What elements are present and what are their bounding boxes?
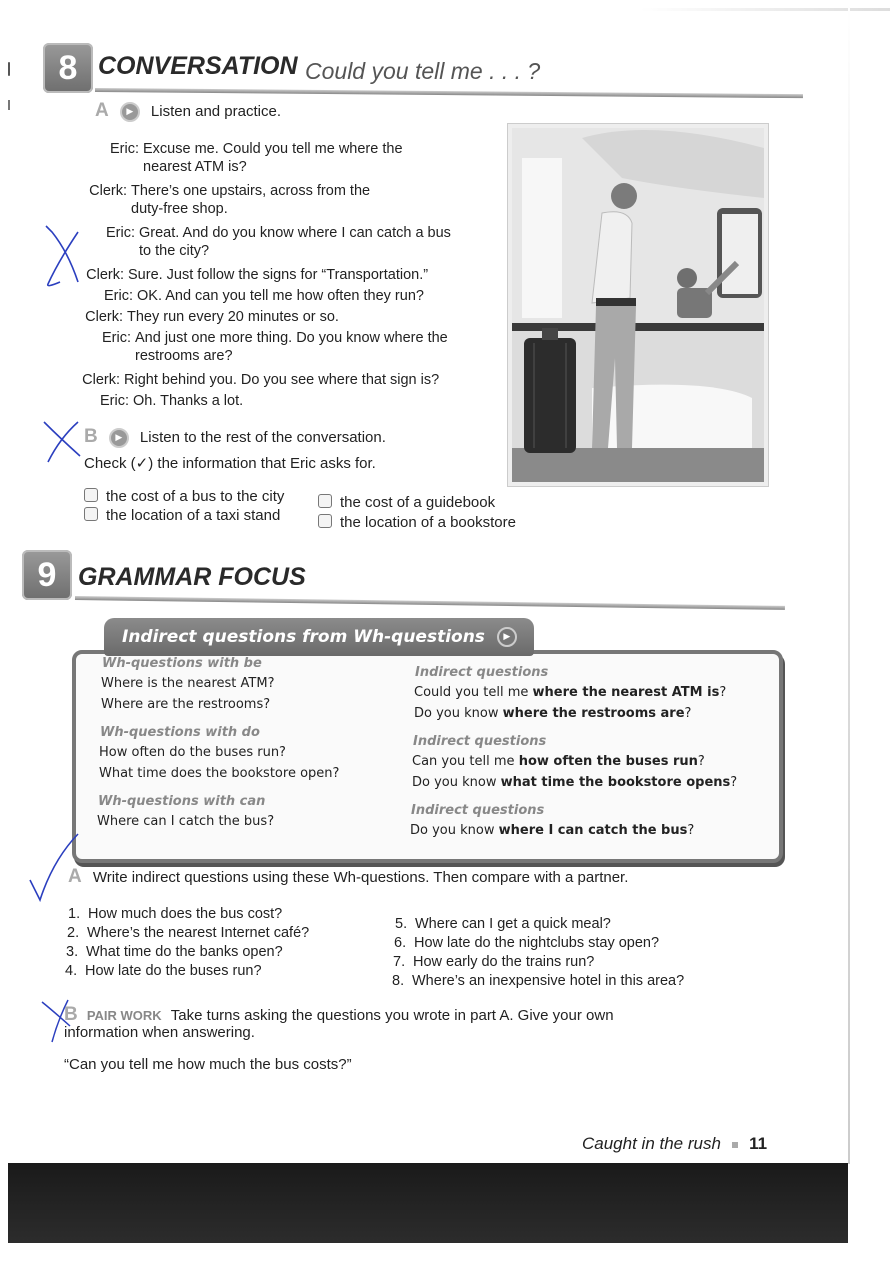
dialogue-text: restrooms are? — [135, 348, 233, 364]
speaker: Eric: — [104, 288, 133, 304]
exercise-a-heading — [68, 866, 628, 888]
question-text: How early do the trains run? — [413, 954, 595, 970]
dialogue-text: OK. And can you tell me how often they run? — [137, 288, 424, 304]
dialogue-line — [87, 329, 448, 364]
question-frame: ? — [687, 823, 695, 838]
question-number: 6. — [394, 935, 407, 951]
example-question: “Can you tell me how much the bus costs?” — [64, 1056, 352, 1073]
page-number: 11 — [749, 1134, 768, 1153]
indirect-question — [414, 683, 726, 702]
question-number: 1. — [68, 906, 81, 922]
question-text: Where can I get a quick meal? — [415, 916, 611, 932]
question-number: 2. — [67, 925, 80, 941]
scan-mark — [8, 62, 10, 76]
unit-title: Caught in the rush — [582, 1134, 721, 1153]
indirect-question — [414, 704, 691, 723]
indirect-question — [412, 773, 737, 792]
handwritten-x-mark — [40, 418, 85, 468]
scanner-shadow — [8, 1163, 848, 1243]
question-item — [395, 915, 611, 933]
grammar-right-heading: Indirect questions — [415, 665, 549, 680]
grammar-box-title-text: Indirect questions from Wh-questions — [122, 627, 485, 647]
page-right-edge — [848, 0, 850, 1164]
speaker: Eric: — [100, 393, 129, 409]
part-b-instruction-2: Check (✓) the information that Eric asks for. — [84, 455, 376, 472]
part-b-heading — [84, 426, 386, 448]
question-number: 7. — [393, 954, 406, 970]
speaker: Eric: — [102, 330, 131, 346]
dialogue-text: to the city? — [139, 243, 210, 259]
question-frame: Do you know — [414, 706, 503, 721]
grammar-right-heading: Indirect questions — [411, 803, 545, 818]
option-label: the cost of a guidebook — [340, 494, 496, 511]
speaker: Clerk: — [82, 372, 120, 388]
speaker: Clerk: — [86, 267, 124, 283]
wh-question: Where is the nearest ATM? — [101, 676, 275, 691]
question-frame: Do you know — [410, 823, 499, 838]
part-a-instruction: Listen and practice. — [150, 103, 281, 120]
dialogue-text: Right behind you. Do you see where that sign is? — [124, 372, 440, 388]
exercise-a-instruction: Write indirect questions using these Wh-questions. Then compare with a partner. — [92, 869, 629, 886]
dialogue-line — [79, 308, 339, 326]
speaker: Eric: — [110, 141, 139, 157]
audio-play-icon[interactable]: ▶ — [120, 102, 140, 122]
exercise-b-instruction-1: Take turns asking the questions you wrote in part A. Give your own — [170, 1007, 614, 1024]
part-letter: A — [68, 866, 82, 887]
embedded-question: how often the buses run — [518, 754, 698, 769]
checkbox[interactable] — [318, 494, 332, 508]
dialogue-line — [83, 182, 371, 217]
dialogue-line — [85, 392, 244, 410]
handwritten-x-mark — [38, 222, 88, 292]
dialogue-text: There’s one upstairs, across from the — [131, 183, 371, 199]
section-8-rule — [95, 88, 803, 98]
wh-question: What time does the bookstore open? — [99, 766, 340, 781]
scan-mark — [8, 100, 10, 110]
grammar-right-heading: Indirect questions — [413, 734, 547, 749]
question-text: What time do the banks open? — [86, 944, 283, 960]
grammar-left-heading: Wh-questions with can — [98, 794, 266, 809]
embedded-question: where the nearest ATM is — [532, 685, 720, 700]
question-frame: ? — [719, 685, 727, 700]
checkbox[interactable] — [84, 507, 98, 521]
dialogue-text: nearest ATM is? — [143, 159, 247, 175]
dialogue-line — [91, 224, 451, 259]
audio-play-icon[interactable]: ▶ — [109, 428, 129, 448]
part-letter: B — [84, 426, 98, 447]
question-item — [65, 962, 262, 980]
question-text: How much does the bus cost? — [88, 906, 283, 922]
checkbox-option[interactable] — [84, 507, 280, 524]
option-label: the cost of a bus to the city — [106, 488, 285, 505]
question-number: 8. — [392, 973, 405, 989]
question-frame: Could you tell me — [414, 685, 533, 700]
checkbox-option[interactable] — [318, 494, 495, 511]
dialogue-line — [76, 371, 440, 389]
section-8-badge: 8 — [43, 43, 93, 93]
photo-airport-info-desk — [508, 124, 768, 486]
section-9-badge: 9 — [22, 550, 72, 600]
speaker: Eric: — [106, 225, 135, 241]
checkbox-option[interactable] — [84, 488, 284, 505]
page-edge-shadow — [640, 8, 890, 11]
embedded-question: what time the bookstore opens — [500, 775, 731, 790]
indirect-question — [410, 821, 694, 840]
section-8-title: CONVERSATION — [98, 52, 298, 80]
embedded-question: where I can catch the bus — [498, 823, 688, 838]
option-label: the location of a taxi stand — [106, 507, 281, 524]
option-label: the location of a bookstore — [340, 514, 516, 531]
speaker: Clerk: — [89, 183, 127, 199]
photo-illustration — [512, 128, 764, 482]
question-text: How late do the buses run? — [85, 963, 262, 979]
checkbox-option[interactable] — [318, 514, 516, 531]
footer-separator — [732, 1142, 738, 1148]
question-number: 5. — [395, 916, 408, 932]
section-8-subtitle: Could you tell me . . . ? — [305, 58, 541, 84]
question-item — [393, 953, 594, 971]
question-text: Where’s an inexpensive hotel in this area? — [412, 973, 685, 989]
pair-work-label: PAIR WORK — [86, 1008, 162, 1023]
question-text: Where’s the nearest Internet café? — [87, 925, 310, 941]
dialogue-text: Excuse me. Could you tell me where the — [143, 141, 403, 157]
dialogue-line — [89, 287, 424, 305]
dialogue-text: Great. And do you know where I can catch a bus — [139, 225, 451, 241]
question-text: How late do the nightclubs stay open? — [414, 935, 660, 951]
dialogue-text: And just one more thing. Do you know where the — [135, 330, 448, 346]
part-letter: A — [95, 100, 109, 121]
part-a-heading — [95, 100, 281, 122]
question-item — [392, 972, 684, 990]
section-9-rule — [75, 596, 785, 610]
wh-question: Where are the restrooms? — [101, 697, 271, 712]
question-number: 3. — [66, 944, 79, 960]
exercise-b-heading — [64, 1004, 614, 1026]
dialogue-line — [95, 140, 403, 175]
question-item — [66, 943, 283, 961]
question-frame: ? — [684, 706, 692, 721]
grammar-left-heading: Wh-questions with do — [100, 725, 260, 740]
dialogue-text: Oh. Thanks a lot. — [133, 393, 244, 409]
indirect-question — [412, 752, 705, 771]
question-frame: ? — [697, 754, 705, 769]
part-b-instruction-1: Listen to the rest of the conversation. — [139, 429, 386, 446]
section-9-title: GRAMMAR FOCUS — [78, 563, 306, 591]
part-letter: B — [64, 1004, 78, 1025]
dialogue-text: duty-free shop. — [131, 201, 228, 217]
wh-question: How often do the buses run? — [99, 745, 286, 760]
page-footer — [582, 1134, 767, 1154]
audio-play-icon[interactable]: ▶ — [497, 627, 517, 647]
grammar-left-heading: Wh-questions with be — [102, 656, 262, 671]
grammar-box-title — [104, 618, 534, 656]
question-frame: ? — [730, 775, 738, 790]
question-frame: Do you know — [412, 775, 501, 790]
question-frame: Can you tell me — [412, 754, 519, 769]
dialogue-text: Sure. Just follow the signs for “Transportation.” — [128, 267, 429, 283]
question-number: 4. — [65, 963, 78, 979]
exercise-b-instruction-2: information when answering. — [64, 1024, 255, 1041]
speaker: Clerk: — [85, 309, 123, 325]
checkbox[interactable] — [84, 488, 98, 502]
embedded-question: where the restrooms are — [502, 706, 685, 721]
dialogue-text: They run every 20 minutes or so. — [127, 309, 339, 325]
checkbox[interactable] — [318, 514, 332, 528]
question-item — [67, 924, 309, 942]
wh-question: Where can I catch the bus? — [97, 814, 275, 829]
question-item — [68, 905, 282, 923]
question-item — [394, 934, 659, 952]
